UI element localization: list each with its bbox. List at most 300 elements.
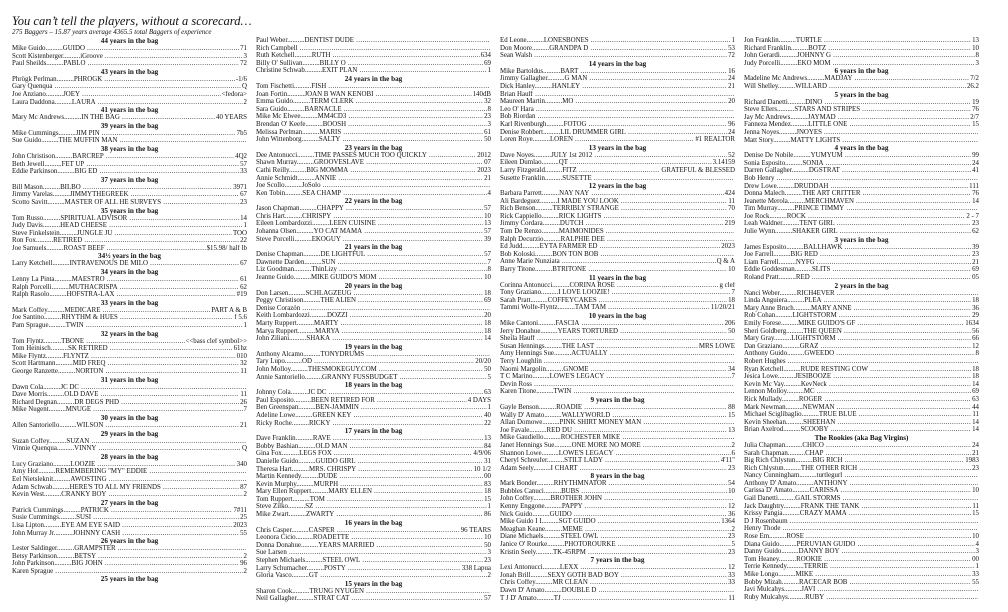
member-nickname: JNOYES bbox=[796, 128, 822, 136]
leader-dots: .......... bbox=[541, 159, 559, 167]
member-name: Denise De Nobile bbox=[744, 152, 794, 160]
member-number: 24 bbox=[728, 128, 735, 136]
roster-entry bbox=[12, 406, 247, 414]
leader-dots: .......... bbox=[43, 314, 62, 322]
leader-dots: .......... bbox=[56, 75, 74, 83]
member-nickname: RHYTHMNATOR bbox=[553, 480, 607, 488]
member-nickname: RUBY bbox=[805, 593, 825, 601]
entry-lead bbox=[256, 152, 476, 160]
member-name: Keith Lombardozzi bbox=[256, 312, 310, 320]
leader-dots: .......... bbox=[543, 487, 562, 495]
member-number: 53 bbox=[728, 44, 735, 52]
roster-entry bbox=[500, 205, 735, 213]
member-nickname: DUDE bbox=[318, 473, 338, 481]
roster-entry bbox=[12, 353, 247, 361]
member-nickname: FITZ bbox=[562, 166, 577, 174]
entry-lead bbox=[256, 595, 483, 603]
leader-dots: .......... bbox=[535, 548, 553, 556]
member-name: Billy O' Sullivan bbox=[256, 59, 303, 67]
roster-entry bbox=[12, 484, 247, 492]
member-name: Eileen Lombardozzi bbox=[256, 220, 313, 228]
member-nickname: DUTCH bbox=[559, 220, 584, 228]
entry-lead bbox=[744, 541, 975, 549]
roster-entry bbox=[256, 335, 491, 343]
member-number: 634 bbox=[480, 52, 491, 60]
leader-dots: .......... bbox=[300, 113, 318, 121]
roster-entry bbox=[744, 75, 979, 83]
entry-lead bbox=[256, 481, 483, 489]
member-nickname: YEARS TORTURED bbox=[557, 327, 619, 335]
member-name: Sue Guido bbox=[12, 137, 42, 145]
member-number: 2/7 bbox=[970, 113, 979, 121]
member-name: Lenny La Pinta bbox=[12, 276, 55, 284]
member-number: 18 bbox=[484, 320, 491, 327]
member-nickname: LIGHTSTORM bbox=[792, 312, 837, 320]
leader-dots: .......... bbox=[531, 44, 550, 52]
entry-lead bbox=[12, 191, 239, 199]
member-name: John Murray Jr. bbox=[12, 529, 56, 537]
entry-lead bbox=[744, 152, 971, 160]
leader-dots: .......... bbox=[540, 197, 558, 205]
leader-dots: .......... bbox=[536, 388, 554, 396]
member-nickname: STRAT CAT bbox=[313, 595, 350, 603]
leader-dots: .......... bbox=[303, 350, 321, 358]
entry-lead bbox=[12, 83, 241, 91]
roster-entry bbox=[744, 533, 979, 541]
leader-dots: .......... bbox=[544, 411, 562, 419]
entry-lead bbox=[500, 266, 727, 274]
leader-dots: .......... bbox=[289, 335, 307, 343]
member-name: Dan Graziano bbox=[744, 342, 783, 350]
member-nickname: FRANK THE TANK bbox=[800, 502, 860, 510]
member-number: 21 bbox=[728, 82, 735, 90]
leader-dots: .......... bbox=[293, 274, 311, 282]
member-name: Annie Santoriello bbox=[256, 373, 305, 381]
member-nickname: TERRIBLY STRANGE bbox=[552, 205, 619, 213]
member-number: 96 bbox=[728, 120, 735, 128]
member-nickname: PLEA bbox=[804, 297, 822, 305]
entry-lead bbox=[500, 45, 727, 53]
member-nickname: WILSON bbox=[76, 421, 104, 429]
roster-entry bbox=[744, 175, 979, 183]
member-nickname: OD bbox=[302, 358, 312, 366]
member-nickname: GROOVESLAVE bbox=[313, 159, 364, 167]
leader-dots: .......... bbox=[787, 449, 806, 457]
member-number: 010 bbox=[236, 352, 247, 360]
roster-entry bbox=[12, 307, 247, 315]
leader-dots: .......... bbox=[529, 426, 547, 434]
entry-lead bbox=[12, 545, 246, 553]
member-name: Mike Flyntz bbox=[12, 352, 46, 360]
roster-entry bbox=[744, 328, 979, 336]
entry-lead bbox=[500, 434, 734, 442]
entry-lead bbox=[744, 60, 975, 68]
entry-lead bbox=[744, 274, 971, 282]
member-name: Lester Saldinger bbox=[12, 545, 57, 553]
member-nickname: EKO MOM bbox=[797, 59, 831, 67]
member-nickname: NEWMAN bbox=[802, 403, 835, 411]
roster-entry bbox=[12, 130, 247, 138]
roster-entry bbox=[256, 67, 491, 75]
roster-entry bbox=[500, 564, 735, 572]
section-heading: 34½ years in the bag bbox=[98, 252, 161, 261]
member-number: 7 bbox=[487, 258, 491, 266]
roster-entry bbox=[256, 213, 491, 221]
leader-dots: .......... bbox=[533, 151, 552, 159]
member-nickname: SK RETIRED bbox=[67, 345, 108, 353]
member-nickname: CHICO bbox=[802, 441, 824, 449]
member-nickname: RUDE RESTING COW bbox=[800, 365, 868, 373]
entry-lead bbox=[744, 83, 966, 91]
member-nickname: SUZAN bbox=[66, 437, 90, 445]
member-name: Karen Titone bbox=[500, 388, 537, 396]
roster-entry bbox=[500, 434, 735, 442]
roster-entry bbox=[256, 121, 491, 129]
entry-lead bbox=[256, 466, 473, 474]
member-nickname: MAIMONIDES bbox=[558, 228, 604, 236]
entry-lead bbox=[744, 556, 971, 564]
roster-entry bbox=[12, 215, 247, 223]
member-name: John Ziliani bbox=[256, 335, 290, 343]
member-name: Paul Weber bbox=[256, 37, 288, 44]
roster-column-3 bbox=[500, 37, 735, 603]
roster-entry bbox=[12, 99, 247, 107]
leader-dots: .......... bbox=[534, 82, 552, 90]
member-name: Dawnette Darden bbox=[256, 258, 305, 266]
member-nickname: PRINCE TIMMY bbox=[794, 205, 845, 213]
member-name: Ralph Decurzio bbox=[500, 235, 544, 243]
member-number: 00 bbox=[972, 555, 979, 563]
roster-entry bbox=[500, 113, 735, 121]
roster-entry bbox=[500, 595, 735, 603]
entry-lead bbox=[744, 518, 978, 526]
roster-entry bbox=[500, 549, 735, 557]
member-number: 111 bbox=[969, 182, 979, 190]
member-number: 6 bbox=[731, 449, 735, 457]
roster-entry bbox=[744, 335, 979, 343]
roster-entry bbox=[744, 297, 979, 305]
member-number: 3 bbox=[487, 549, 491, 557]
roster-entry bbox=[12, 314, 247, 322]
member-name: Shawn Murray bbox=[256, 159, 297, 167]
roster-entry bbox=[744, 220, 979, 228]
member-name: Jason Chapman bbox=[256, 205, 300, 213]
member-number: 32 bbox=[484, 98, 491, 106]
member-name: Johanna Olsen bbox=[256, 228, 297, 236]
leader-dots: .......... bbox=[790, 44, 809, 52]
member-number: 18 bbox=[484, 327, 491, 335]
leader-dots: .......... bbox=[302, 59, 320, 67]
member-name: Ricky Roche bbox=[256, 419, 292, 427]
leader-dots: .......... bbox=[47, 198, 65, 206]
member-name: Chris Hart bbox=[256, 212, 285, 220]
leader-dots: .......... bbox=[794, 266, 812, 274]
member-name: Anthony Guido bbox=[744, 350, 788, 358]
member-nickname: MEDICARE bbox=[64, 306, 101, 314]
member-nickname: MERCHMAVEN bbox=[805, 197, 854, 205]
member-number: 4 bbox=[487, 189, 491, 197]
member-nickname: EYTA FARMER ED bbox=[539, 243, 598, 251]
member-nickname: HERE'S TO ALL MY FRIENDS bbox=[69, 483, 161, 491]
roster-entry bbox=[256, 52, 491, 60]
leader-dots: .......... bbox=[793, 304, 811, 312]
member-number: 50 bbox=[484, 541, 491, 549]
entry-lead bbox=[12, 222, 243, 230]
entry-lead bbox=[256, 412, 483, 420]
member-nickname: TOM bbox=[309, 495, 325, 503]
entry-lead bbox=[744, 320, 964, 328]
leader-dots: .......... bbox=[294, 82, 312, 90]
member-nickname: I LOVE LOOZIE! bbox=[558, 289, 610, 297]
roster-entry bbox=[500, 45, 735, 53]
entry-lead bbox=[744, 388, 971, 396]
member-nickname: TURTLE bbox=[795, 37, 822, 44]
member-name: Tammi Wolfe-Flyntz bbox=[500, 304, 558, 312]
entry-lead bbox=[256, 503, 487, 511]
member-number: 72 bbox=[728, 52, 735, 60]
roster-entry bbox=[744, 465, 979, 473]
member-number: 41 bbox=[972, 167, 979, 175]
leader-dots: .......... bbox=[288, 289, 306, 297]
member-number: 33 bbox=[728, 571, 735, 579]
member-nickname: MARIS bbox=[319, 128, 342, 136]
member-nickname: TWIN bbox=[65, 322, 84, 330]
member-number: 18 bbox=[972, 365, 979, 373]
member-number: #19 bbox=[236, 291, 247, 299]
roster-entry bbox=[500, 236, 735, 244]
member-name: Sonia Esposito bbox=[744, 159, 786, 167]
member-nickname: MNUGE bbox=[65, 406, 92, 414]
leader-dots: .......... bbox=[63, 506, 81, 514]
entry-lead bbox=[12, 307, 210, 315]
member-name: Sharon Cook bbox=[256, 587, 293, 595]
leader-dots: .......... bbox=[781, 548, 799, 556]
member-number: 76 bbox=[972, 106, 979, 114]
member-number: 219 bbox=[724, 220, 735, 228]
roster-entry bbox=[12, 76, 247, 84]
entry-lead bbox=[256, 259, 487, 267]
member-number: 424 bbox=[724, 190, 735, 198]
member-number: 55 bbox=[972, 578, 979, 586]
member-nickname: RALPHIE DEE bbox=[560, 235, 605, 243]
roster-entry bbox=[500, 289, 735, 297]
entry-lead bbox=[12, 461, 236, 469]
section-heading: 43 years in the bag bbox=[100, 67, 159, 76]
member-name: Jack Daughtry bbox=[744, 502, 784, 510]
entry-lead bbox=[744, 37, 971, 45]
member-name: Jon Franklin bbox=[744, 37, 779, 44]
section-heading: 8 years in the bag bbox=[590, 472, 645, 481]
member-name: Adeline Lowe bbox=[256, 411, 296, 419]
roster-entry bbox=[744, 213, 979, 221]
member-nickname: BEN-JAMMIN bbox=[315, 404, 359, 412]
entry-lead bbox=[12, 368, 239, 376]
entry-lead bbox=[500, 205, 727, 213]
member-number: 39 bbox=[972, 243, 979, 251]
roster-entry bbox=[500, 388, 735, 396]
roster-entry bbox=[500, 106, 735, 114]
roster-entry bbox=[500, 350, 735, 358]
member-number: 10 bbox=[972, 487, 979, 495]
member-number: 4'11" bbox=[720, 457, 735, 465]
entry-lead bbox=[500, 152, 727, 160]
member-nickname: TK-45RPM bbox=[552, 548, 586, 556]
member-name: Don Larsen bbox=[256, 289, 289, 297]
roster-entry bbox=[256, 351, 491, 359]
entry-lead bbox=[744, 350, 975, 358]
member-name: Mike Mc Elwee bbox=[256, 113, 301, 121]
member-name: Sheri Goldberg bbox=[744, 327, 787, 335]
leader-dots: .......... bbox=[43, 214, 61, 222]
member-name: Ed Judd bbox=[500, 243, 523, 251]
entry-lead bbox=[256, 496, 483, 504]
member-name: Bobby Bashian bbox=[256, 442, 299, 450]
roster-entry bbox=[256, 190, 491, 198]
member-nickname: LEGS FOX bbox=[299, 450, 332, 458]
member-name: Beth Jewell bbox=[12, 160, 45, 168]
leader-dots: .......... bbox=[773, 251, 791, 259]
member-number: 57 bbox=[484, 228, 491, 236]
roster-entry bbox=[744, 60, 979, 68]
member-name: Scott Kistenberger bbox=[12, 52, 63, 60]
leader-dots: .......... bbox=[304, 373, 323, 381]
member-nickname: BROTHER JOHN bbox=[550, 495, 603, 503]
member-nickname: ROAST BEEF bbox=[63, 244, 105, 252]
member-name: Gina Fox bbox=[256, 450, 282, 458]
entry-lead bbox=[12, 137, 246, 145]
member-number: 96 TEARS bbox=[460, 526, 491, 534]
leader-dots: .......... bbox=[292, 98, 311, 106]
member-number: 15 bbox=[972, 121, 979, 129]
member-name: Denise Corazón bbox=[256, 304, 301, 312]
leader-dots: .......... bbox=[289, 166, 307, 174]
member-name: Sue Larsen bbox=[256, 549, 287, 557]
member-nickname: STEEL OWL bbox=[560, 533, 599, 541]
member-number: 2 bbox=[731, 525, 735, 533]
entry-lead bbox=[12, 237, 239, 245]
entry-lead bbox=[12, 422, 239, 430]
roster-entry bbox=[256, 565, 491, 573]
member-nickname: RICH4EVER bbox=[796, 289, 835, 297]
roster-entry bbox=[12, 368, 247, 376]
entry-lead bbox=[500, 511, 727, 519]
member-name: Annie Schmidt bbox=[256, 174, 298, 182]
roster-entry bbox=[12, 291, 247, 299]
roster-entry bbox=[256, 182, 491, 190]
roster-entry bbox=[256, 503, 491, 511]
roster-entry bbox=[500, 68, 735, 76]
section-heading: 12 years in the bag bbox=[588, 182, 647, 191]
entry-lead bbox=[256, 167, 476, 175]
entry-lead bbox=[12, 260, 239, 268]
roster-entry bbox=[256, 435, 491, 443]
member-name: Jimmy Cordara bbox=[500, 220, 543, 228]
roster-entry bbox=[256, 167, 491, 175]
member-number: 23 bbox=[484, 557, 491, 565]
member-number: 29 bbox=[972, 312, 979, 320]
roster-entry bbox=[12, 438, 247, 446]
leader-dots: .......... bbox=[785, 159, 803, 167]
member-nickname: OLD MAN bbox=[315, 442, 348, 450]
entry-lead bbox=[12, 399, 239, 407]
member-nickname: MR CLEAN bbox=[552, 579, 588, 587]
member-nickname: MC bbox=[803, 388, 815, 396]
leader-dots: .......... bbox=[533, 495, 551, 503]
member-nickname: MARY ELLEN bbox=[328, 488, 372, 496]
member-nickname: MARTY bbox=[314, 320, 339, 327]
entry-lead bbox=[12, 353, 236, 361]
member-name: Gary Quenqua bbox=[12, 83, 53, 91]
entry-lead bbox=[256, 366, 483, 374]
member-name: Susette Franklin bbox=[500, 174, 545, 182]
member-name: Janet Hennings Sue bbox=[500, 441, 555, 449]
member-name: Mike Longo bbox=[744, 571, 779, 578]
roster-entry bbox=[744, 266, 979, 274]
member-nickname: JOHNNY G bbox=[797, 52, 832, 60]
entry-lead bbox=[256, 136, 483, 144]
member-number: 14 bbox=[972, 418, 979, 426]
member-nickname: THE OTHER RICH bbox=[800, 464, 858, 472]
member-nickname: JESIBOOZE bbox=[795, 373, 832, 381]
leader-dots: .......... bbox=[291, 526, 309, 534]
member-name: Sarah Chapman bbox=[744, 449, 788, 457]
entry-lead bbox=[744, 52, 975, 60]
entry-lead bbox=[500, 358, 734, 366]
member-nickname: VINNY bbox=[74, 445, 97, 453]
member-nickname: POSTY bbox=[323, 564, 346, 572]
member-name: Nanci Weber bbox=[744, 289, 780, 297]
member-number: 07 bbox=[484, 159, 491, 167]
leader-dots: .......... bbox=[541, 212, 559, 220]
member-name: Maureen Martin bbox=[500, 98, 545, 106]
roster-entry bbox=[500, 136, 735, 144]
member-number: 10 bbox=[972, 44, 979, 52]
member-nickname: BUBS bbox=[561, 487, 580, 495]
member-nickname: JIM PIN bbox=[75, 129, 100, 137]
roster-entry bbox=[744, 350, 979, 358]
member-name: Leah Waldner bbox=[744, 220, 783, 228]
leader-dots: .......... bbox=[779, 540, 797, 548]
member-nickname: SLITS bbox=[811, 266, 831, 274]
entry-lead bbox=[256, 175, 483, 183]
entry-lead bbox=[500, 52, 727, 60]
member-number: 3971 bbox=[233, 183, 247, 191]
leader-dots: .......... bbox=[777, 205, 795, 213]
member-name: Julie Wynn bbox=[744, 228, 776, 236]
roster-column-2 bbox=[256, 37, 491, 603]
member-number: 10 bbox=[728, 266, 735, 274]
section-heading: 2 years in the bag bbox=[834, 281, 889, 290]
member-number: <<bass clef symbol>> bbox=[185, 337, 247, 345]
leader-dots: .......... bbox=[302, 128, 320, 136]
entry-lead bbox=[500, 533, 727, 541]
roster-entry bbox=[500, 366, 735, 374]
member-name: Mary Mc Andrews bbox=[12, 114, 65, 122]
member-name: Paul Esposito bbox=[256, 396, 294, 404]
member-nickname: BETSY bbox=[74, 552, 97, 560]
section-heading: 14 years in the bag bbox=[588, 59, 647, 68]
entry-lead bbox=[500, 228, 734, 236]
roster-entry bbox=[500, 258, 735, 266]
entry-lead bbox=[256, 565, 461, 573]
member-name: Krissy Pangia bbox=[744, 510, 783, 518]
entry-lead bbox=[256, 557, 483, 565]
member-name: Denise Robbert bbox=[500, 128, 544, 136]
roster-entry bbox=[256, 45, 491, 53]
member-name: Anthony Alcamo bbox=[256, 350, 304, 358]
member-nickname: ROADIE bbox=[556, 403, 583, 411]
member-nickname: MAESTRO bbox=[71, 276, 105, 284]
